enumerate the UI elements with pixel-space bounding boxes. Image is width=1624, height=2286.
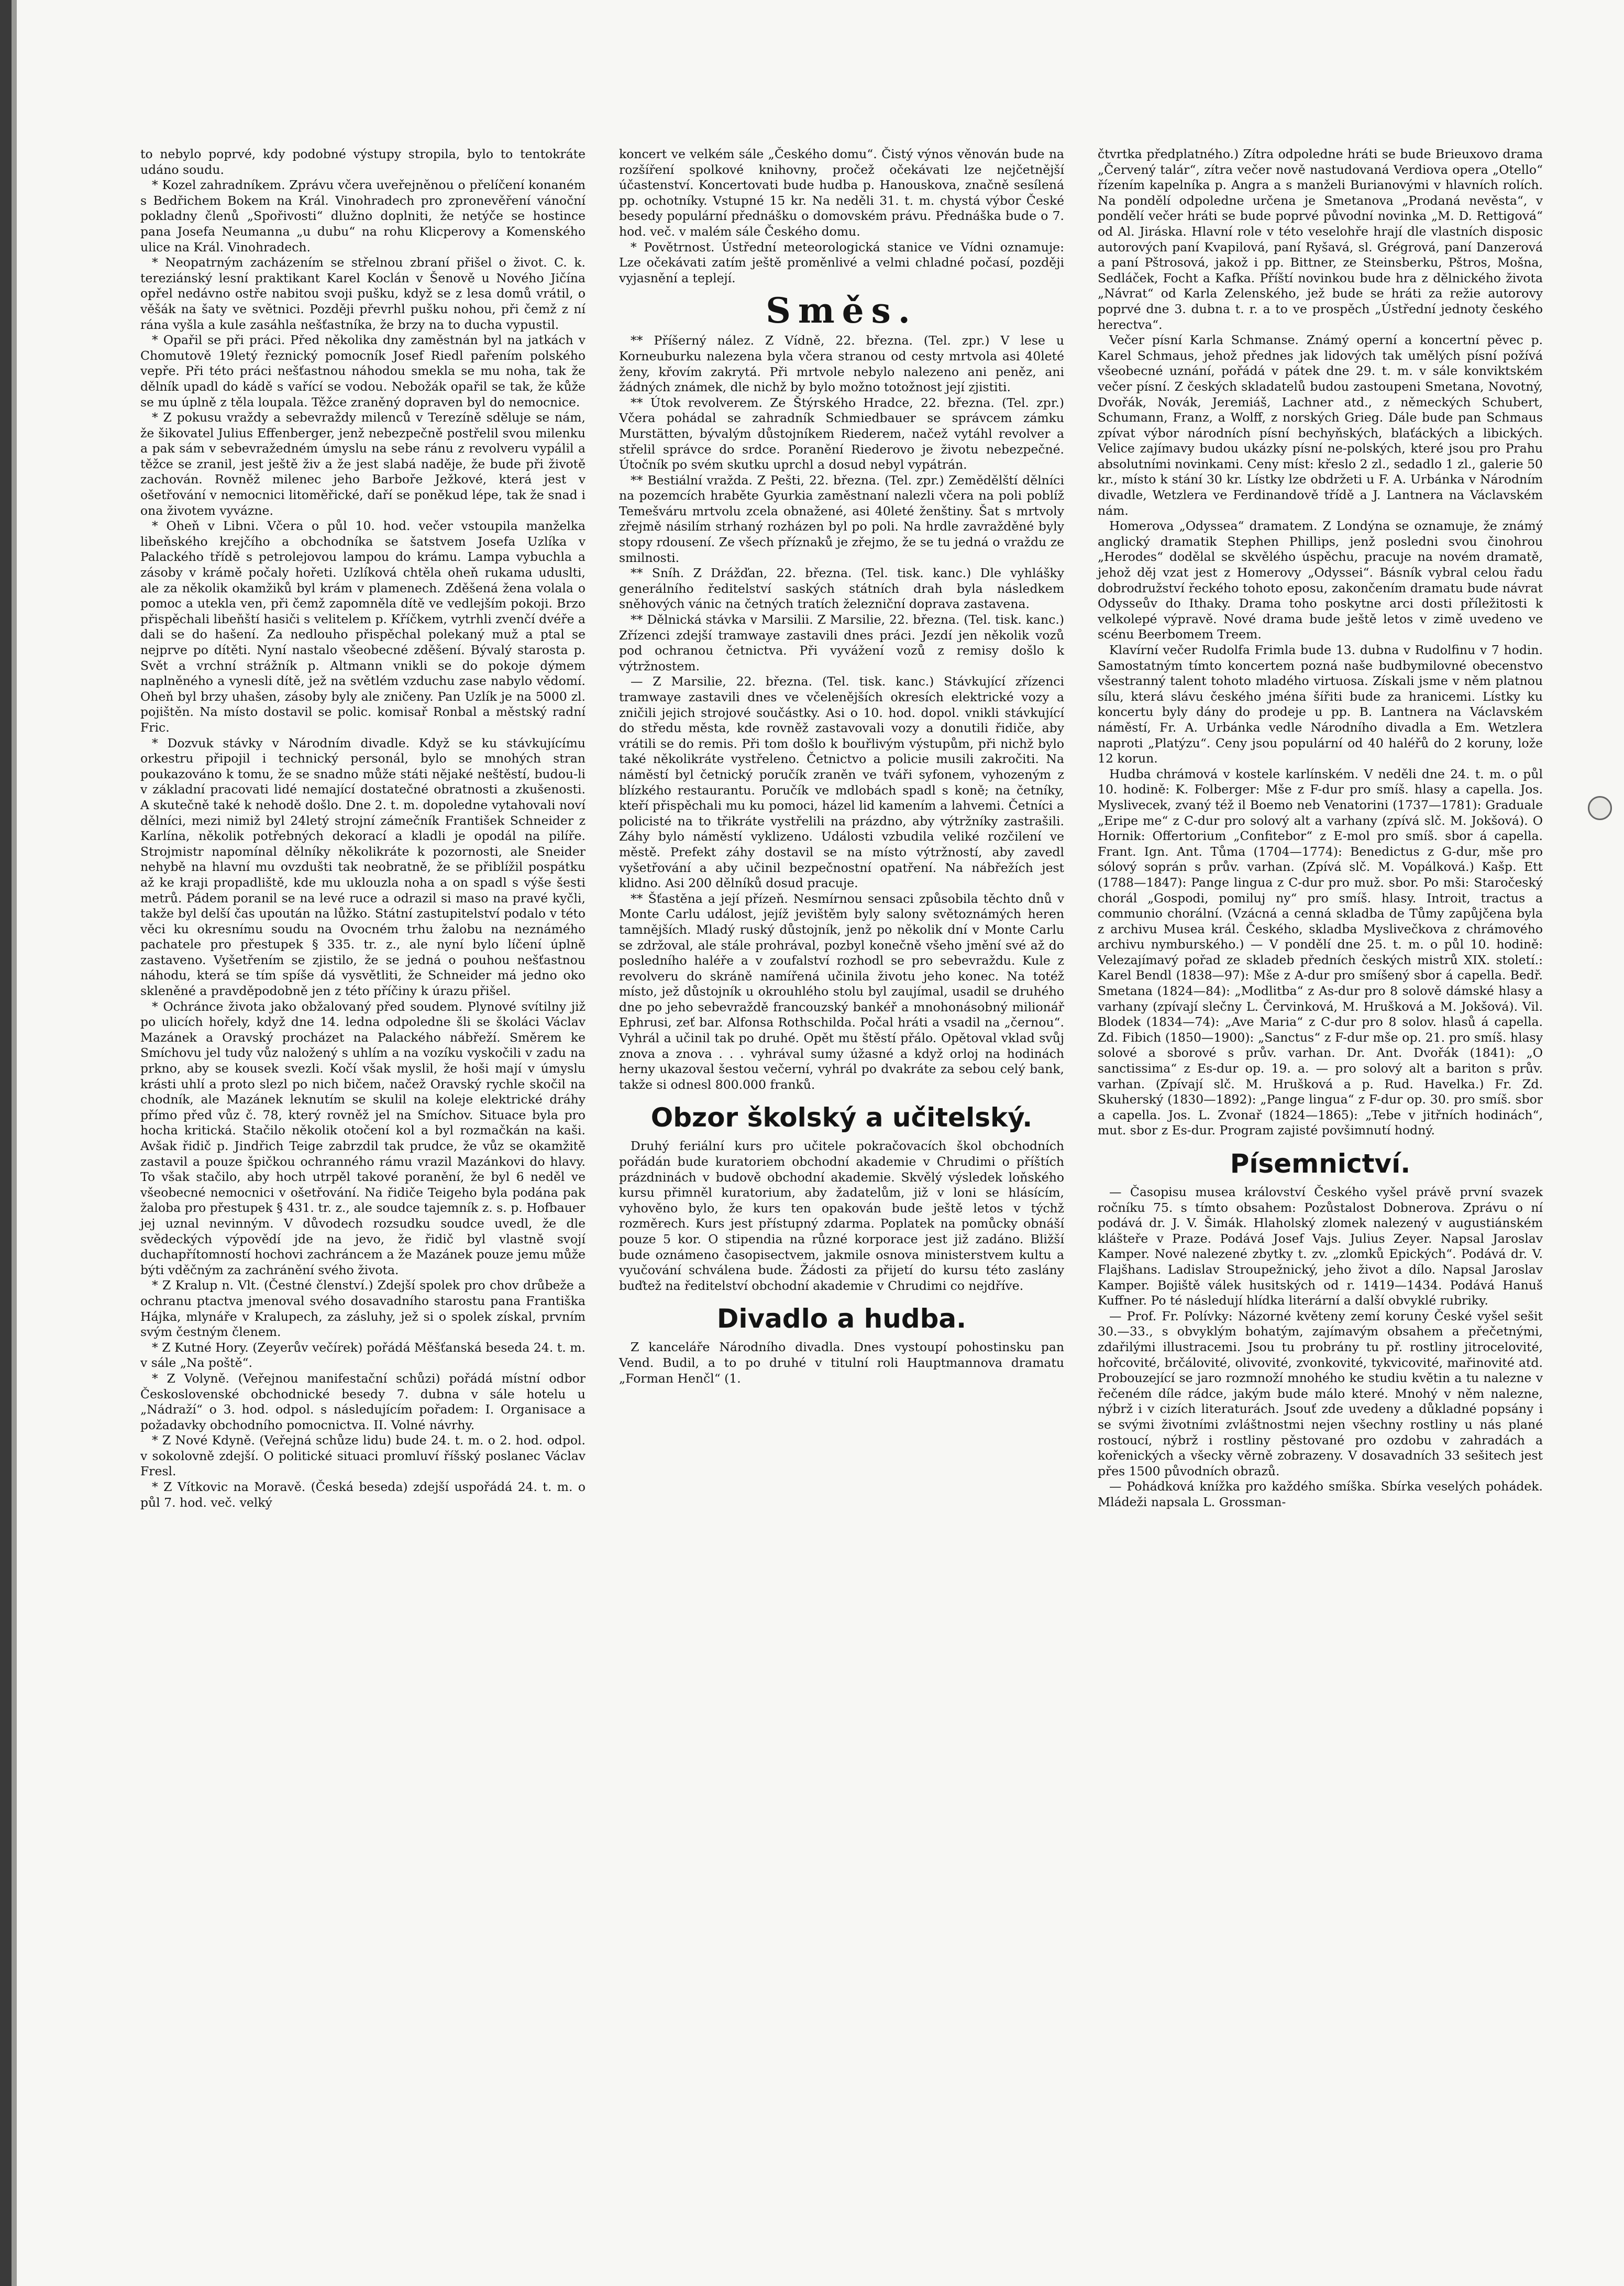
article-text: * Z Kutné Hory. (Zeyerův večírek) pořádá Měšťanská beseda 24. t. m. v sále „Na poště“. [140, 1340, 585, 1371]
article-text: Klavírní večer Rudolfa Frimla bude 13. dubna v Rudolfinu v 7 hodin. Samostatným tímto koncertem pozná naše budbymilovné obecenstvo všestranný talent tohoto mladého virtuosa. Získali jsme v něm platnou sílu, která slávu českého jména šířiti bude za hranicemi. Lístky ku koncertu byly dány do prodeje u pp. B. Lantnera na Václavském náměstí, Fr. A. Urbánka vedle Národního divadla a Em. Wetzlera naproti „Platýzu“. Ceny jsou populární od 40 haléřů do 2 koruny, lože 12 korun. [1098, 643, 1543, 766]
article-text: ** Příšerný nález. Z Vídně, 22. března. (Tel. zpr.) V lese u Korneuburku nalezena byla včera stranou od cesty mrtvola asi 40leté ženy, křovím zakrytá. Při mrtvole nebylo nalezeno ani peněz, ani žádných známek, dle nichž by bylo možno totožnost její zjistiti. [619, 333, 1064, 395]
article-text: — Pohádková knížka pro každého smíška. Sbírka veselých pohádek. Mládeži napsala L. Grossman- [1098, 1479, 1543, 1509]
column-2 [619, 147, 1064, 1386]
article-text: Homerova „Odyssea“ dramatem. Z Londýna se oznamuje, že známý anglický dramatik Stephen Phillips, jenž posledni svou činohrou „Herodes“ dodělal se skvělého úspěchu, pracuje na novém dramatě, jehož děj vzat jest z Homerovy „Odyssei“. Básník vybral celou řadu dobrodružství řeckého tohoto eposu, zakončením dramatu bude návrat Odysseův do Ithaky. Drama toho poskytne arci dosti příležitosti k velkolepé výpravě. Nové drama bude ještě letos v zimě uvedeno ve scénu Beerbomem Treem. [1098, 518, 1543, 642]
binding-edge [0, 0, 12, 2286]
column-3 [1098, 147, 1543, 1510]
article-text: koncert ve velkém sále „Českého domu“. Čistý výnos věnován bude na rozšíření spolkové knihovny, pročež očekávati lze nejčetnější účastenství. Koncertovati bude hudba p. Hanouskova, značně sesílená pp. ochotníky. Vstupné 15 kr. Na neděli 31. t. m. chystá výbor České besedy populární přednášku o domovském právu. Přednáška bude o 7. hod. več. v malém sále Českého domu. [619, 147, 1064, 239]
article-text: * Ochránce života jako obžalovaný před soudem. Plynové svítilny již po ulicích hořely, když dne 14. ledna odpoledne šli se školáci Václav Mazánek a Oravský procházet na Palackého nábřeží. Směrem ke Smíchovu jel tudy vůz naložený s uhlím a na vozíku vyskočili v zadu na prkno, aby se kousek svezli. Kočí však myslil, že hoši mají v úmyslu krásti uhlí a proto slezl po nich bičem, načež Oravský rychle skočil na chodník, ale Mazánek leknutím se skulil na koleje elektrické dráhy přímo před vůz č. 78, který rovněž jel na Smíchov. Situace byla pro hocha kritická. Stačilo několik otočení kol a byl rozmačkán na kaši. Avšak řidič p. Jindřich Teige zabrzdil tak prudce, že vůz se okamžitě zastavil a pouze špičkou ochranného rámu vrazil Mazánkovi do hlavy. To však stačilo, aby hoch utrpěl takové poranění, že byl 6 neděl ve všeobecné nemocnici v ošetřování. Na řidiče Teigeho byla podána pak žaloba pro přestupek § 431. tr. z., ale soudce tajemník z. s. p. Hofbauer jej uznal nevinným. V důvodech rozsudku soudce uvedl, že dle svědeckých výpovědí jde na jevo, že řidič byl vlastně svojí duchapřítomností hochovi zachráncem a že Mazánek pouze jemu může býti vděčným za zachránění svého života. [140, 999, 585, 1277]
article-text: — Prof. Fr. Polívky: Názorné květeny zemí koruny České vyšel sešit 30.—33., s obvyklým bohatým, zajímavým obsahem a přečetnými, zdařilými illustracemi. Jsou tu probrány tu př. rostliny jitrocelovité, hořcovité, brčálovité, olivovité, zvonkovité, tykvicovité, mařinovité atd. Probouzející se jaro rozmnoží mnohého ke studiu květin a tu nalezne v řečeném díle rádce, jakým bude málo které. Mnohý v něm nalezne, nýbrž i v cizích literaturách. Jsouť zde uvedeny a důkladné popsány i se svými životními zvláštnostmi nejen všechny rostliny u nás plané rostoucí, nýbrž i rostliny pěstované pro ozdobu v zahradách a kořenických a všecky věrně zobrazeny. V dosavadních 33 sešitech jest přes 1500 původních obrazů. [1098, 1308, 1543, 1478]
article-text: * Oheň v Libni. Včera o půl 10. hod. večer vstoupila manželka libeňského krejčího a obchodníka se šatstvem Josefa Uzlíka v Palackého třídě s petrolejovou lampou do krámu. Lampa vybuchla a zásoby v krámě počaly hořeti. Uzlíková chtěla oheň rukama uduslti, ale za několik okamžiků byl krám v plamenech. Zděšená žena volala o pomoc a utekla ven, při čemž zapomněla dítě ve vedlejším pokoji. Brzo přispěchali libeňští hasiči s velitelem p. Kříčkem, vytrhli zvenčí dvéře a dali se do hašení. Za nedlouho přispěchal polekaný muž a ptal se nejprve po dítěti. Nyní nastalo všeobecné zděšení. Bývalý starosta p. Svět a vrchní strážník p. Altmann vnikli se do pokoje dýmem naplněného a vynesli dítě, jež na světlém vzduchu zase nabylo vědomí. Oheň byl brzy uhašen, zásoby byly ale zničeny. Pan Uzlík je na 5000 zl. pojištěn. Na místo dostavil se polic. komisař Ronbal a městský radní Fric. [140, 518, 585, 735]
article-text: * Povětrnost. Ústřední meteorologická stanice ve Vídni oznamuje: Lze očekávati zatím ještě proměnlivé a velmi chladné počasí, později vyjasnění a teplejí. [619, 239, 1064, 285]
page-tab-marker [1588, 796, 1612, 820]
article-text: * Neopatrným zacházením se střelnou zbraní přišel o život. C. k. tereziánský lesní praktikant Karel Koclán v Šenově u Nového Jičína opřel nedávno ostře nabitou svoji pušku, když se z lesa domů vrátil, o věšák na šaty ve světnici. Později převrhl pušku nohou, při čemž z ní rána vyšla a kule zasáhla nešťastníka, že brzy na to ducha vypustil. [140, 255, 585, 332]
article-text: — Z Marsilie, 22. března. (Tel. tisk. kanc.) Stávkující zřízenci tramwaye zastavili dnes ve včelenějších okresích elektrické vozy a zničili jejich strojové součástky. Asi o 10. hod. dopol. vnikli stávkující do středu města, kde rovněž zastavovali vozy a donutili řidiče, aby vrátili se do remis. Při tom došlo k bouřlivým výstupům, při nichž bylo také několikráte vystřeleno. Četnictvo a policie musili zakročiti. Na náměstí byl četnický poručík zraněn ve tváři syfonem, vyhozeným z blízkého restaurantu. Poručík ve mdlobách spadl s koně; na četníky, kteří přispěchali mu ku pomoci, házel lid kamením a lahvemi. Četníci a policisté na to třikráte vystřelili na prázdno, aby výtržníky zastrašili. Záhy bylo náměstí vyklizeno. Události vzbudila veliké rozčilení ve městě. Prefekt záhy dostavil se na místo výtržností, aby zavedl vyšetřování a aby učinil bezpečnostní opatření. Na nábřežích jest klidno. Asi 200 dělníků dosud pracuje. [619, 674, 1064, 891]
article-text: * Z Nové Kdyně. (Veřejná schůze lidu) bude 24. t. m. o 2. hod. odpol. v sokolovně zdejší. O politické situaci promluví říšský poslanec Václav Fresl. [140, 1433, 585, 1479]
article-text: ** Šťastěna a její přízeň. Nesmírnou sensaci způsobila těchto dnů v Monte Carlu událost, jejíž jevištěm byly salony světoznámých heren tamnějších. Mladý ruský důstojník, jenž po několik dní v Monte Carlu se zdržoval, ale stále prohrával, pozbyl konečně všeho jmění své až do posledního haléře a v zoufalství rozhodl se pro sebevraždu. Kule z revolveru do skráně namířená učinila životu jeho konec. Na totéž místo, jež důstojník u okrouhlého stolu byl zaujímal, usadil se druhého dne po jeho sebevraždě francouzský bankéř a mnohonásobný milionář Ephrusi, zeť bar. Alfonsa Rothschilda. Počal hráti a vsadil na „černou“. Vyhrál a učinil tak po druhé. Opět mu štěstí přálo. Opětoval vklad svůj znova a znova . . . vyhrával sumy úžasné a když orloj na hodinách herny ukazoval šestou večerní, vyhrál po dvakráte za sebou celý bank, takže si odnesl 800.000 franků. [619, 891, 1064, 1092]
article-text: * Z Vítkovic na Moravě. (Česká beseda) zdejší uspořádá 24. t. m. o půl 7. hod. več. velký [140, 1479, 585, 1510]
article-text: Hudba chrámová v kostele karlínském. V neděli dne 24. t. m. o půl 10. hodině: K. Folberger: Mše z F-dur pro smíš. hlasy a capella. Jos. Myslivecek, zvaný též il Boemo neb Venatorini (1737—1781): Graduale „Eripe me“ z C-dur pro solový alt a varhany (zpívá slč. M. Jokšová). O Hornik: Offertorium „Confitebor“ z E-mol pro smíš. sbor á capella. Frant. Ign. Ant. Tůma (1704—1774): Benedictus z G-dur, mše pro sólový soprán s prův. varhan. (Zpívá slč. M. Vopálková.) Kašp. Ett (1788—1847): Pange lingua z C-dur pro muž. sbor. Po mši: Staročeský chorál „Gospodi, pomiluj ny“ pro smíš. hlasy. Introit, tractus a communio chorální. (Vzácná a cenná skladba de Tůmy zapůjčena byla z archivu Musea král. Českého, skladba Myslivečkova z chrámového archivu nymburského.) — V pondělí dne 25. t. m. o půl 10. hodině: Velezajímavý pořad ze skladeb předních českých mistrů XIX. století.: Karel Bendl (1838—97): Mše z A-dur pro smíšený sbor á capella. Bedř. Smetana (1824—84): „Modlitba“ z As-dur pro 8 solově dámské hlasy a varhany (zpívají slečny L. Červinková, M. Hrušková a M. Jokšová). Vil. Blodek (1834—74): „Ave Maria“ z C-dur pro 8 solov. hlasů á capella. Zd. Fibich (1850—1900): „Sanctus“ z F-dur mše op. 21. pro smíš. hlasy solové a sborové s prův. varhan. Dr. Ant. Dvořák (1841): „O sanctissima“ z Es-dur op. 19. a. — pro solový alt a bariton s prův. varhan. (Zpívají slč. M. Hrušková a p. Rud. Havelka.) Fr. Zd. Skuherský (1830—1892): „Pange lingua“ z F-dur op. 30. pro smíš. sbor a capella. Jos. L. Zvonař (1824—1865): „Tebe v jitřních hodinách“, mut. sbor z Es-dur. Program zajisté povšimnutí hodný. [1098, 766, 1543, 1138]
article-text: Z kanceláře Národního divadla. Dnes vystoupí pohostinsku pan Vend. Budil, a to po druhé v titulní roli Hauptmannova dramatu „Forman Henčl“ (1. [619, 1340, 1064, 1386]
article-text: Druhý feriální kurs pro učitele pokračovacích škol obchodních pořádán bude kuratoriem obchodní akademie v Chrudimi o příštích prázdninách v budově obchodní akademie. Skvělý výsledek loňského kursu přimněl kuratorium, aby žadatelům, již v loni se hlásícím, vyhověno bylo, že kurs ten opakován bude ještě letos v týchž rozměrech. Kurs jest přístupný zdarma. Poplatek na pomůcky obnáší pouze 5 kor. O stipendia na různé korporace jest již zadáno. Bližší bude oznámeno časopisectvem, jakmile osnova ministerstvem kultu a vyučování schválena bude. Žádosti za přijetí do kursu této zaslány buďtež na ředitelství obchodní akademie v Chrudimi co nejdříve. [619, 1139, 1064, 1293]
article-text: ** Útok revolverem. Ze Štýrského Hradce, 22. března. (Tel. zpr.) Včera pohádal se zahradník Schmiedbauer se správcem zámku Murstätten, bývalým důstojníkem Riederem, načež vytáhl revolver a střelil správce do srdce. Poranění Riederovo je životu nebezpečné. Útočník po svém skutku uprchl a dosud nebyl vypátrán. [619, 395, 1064, 472]
article-text: * Z pokusu vraždy a sebevraždy milenců v Terezíně sděluje se nám, že šikovatel Julius Effenberger, jenž nebezpečně postřelil svou milenku a pak sám v sebevražedném úmyslu na sebe ránu z revolveru vypálil a těžce se zranil, jest ještě živ a že jest slabá naděje, že bude při životě zachován. Rovněž milenec jeho Barboře Ježkové, která jest v ošetřování v nemocnici litoměřické, daří se poněkud lépe, tak že snad i ona životem vyvázne. [140, 410, 585, 518]
article-text: ** Bestiální vražda. Z Pešti, 22. března. (Tel. zpr.) Zemědělští dělníci na pozemcích hraběte Gyurkia zaměstnaní nalezli včera na poli poblíž Temešváru mrtvolu zcela obnažené, asi 40leté ženštiny. Šat s mrtvoly zřejmě násilím strhaný rozházen byl po poli. Na hrdle zavražděné byly stopy rdousení. Ze všech příznaků je zřejmo, že se tu jedná o vraždu ze smilnosti. [619, 472, 1064, 565]
article-text: ** Sníh. Z Drážďan, 22. března. (Tel. tisk. kanc.) Dle vyhlášky generálního ředitelství saských státních drah byla následkem sněhových vánic na četných tratích železniční doprava zastavena. [619, 566, 1064, 612]
article-text: * Dozvuk stávky v Národním divadle. Když se ku stávkujícímu orkestru připojil i technický personál, bylo se mnohých stran poukazováno k tomu, že se snadno může státi nějaké neštěstí, budou-li v základní pracovati lidé nemající dostatečné obratnosti a zkušenosti. A skutečně také k nehodě došlo. Dne 2. t. m. dopoledne vytahovali noví dělníci, mezi nimiž byl 24letý strojní zámečník František Schneider z Karlína, několik potřebných dekorací a kladli je opodál na pilíře. Strojmistr napomínal dělníky několikráte k pozornosti, ale Sneider nehybě na hlavní mu ovzdušti tak neobratně, že se přiblížil pospátku až ke kraji propadliště, kde mu uklouzla noha a on spadl s výše šesti metrů. Pádem poranil se na levé ruce a odrazil si maso na pravé kyčli, takže byl delší čas upoután na lůžko. Státní zastupitelství podalo v této věci ku okresnímu soudu na Ovocném trhu žalobu na neznámého pachatele pro přestupek § 335. tr. z., ale nyní bylo líčení úplně zastaveno. Vyšetřením se zjistilo, že se jedná o pouhou nešťastnou náhodu, která se tím spíše dá vysvětliti, že Schneider má jedno oko skleněné a pravděpodobně jen z této příčiny k úrazu přišel. [140, 735, 585, 999]
article-text: to nebylo poprvé, kdy podobné výstupy stropila, bylo to tentokráte udáno soudu. [140, 147, 585, 177]
article-text: * Opařil se při práci. Před několika dny zaměstnán byl na jatkách v Chomutově 19letý řeznický pomocník Josef Riedl pařením polského vepře. Při této práci nešťastnou náhodou smekla se mu noha, tak že dělník upadl do kádě s vařící se vodou. Nebožák opařil se tak, že kůže se mu úplně z těla loupala. Těžce zraněný dopraven byl do nemocnice. [140, 333, 585, 410]
column-1 [140, 147, 585, 1510]
section-heading-school: Obzor školský a učitelský. [650, 1102, 1033, 1133]
article-text: * Z Volyně. (Veřejnou manifestační schůzi) pořádá místní odbor Československé obchodnické besedy 7. dubna v sále hotelu u „Nádraží“ o 3. hod. odpol. s následujícím pořadem: I. Organisace a požadavky obchodního pomocnictva. II. Volné návrhy. [140, 1371, 585, 1432]
section-heading-smes: Směs. [766, 290, 918, 332]
section-heading-literature: Písemnictví. [1230, 1148, 1411, 1179]
article-text: čtvrtka předplatného.) Zítra odpoledne hráti se bude Brieuxovo drama „Červený talár“, zítra večer nově nastudovaná Verdiova opera „Otello“ řízením kapelníka p. Angra a s manželi Burianovými v hlavních rolích. Na pondělí odpoledne určena je Smetanova „Prodaná nevěsta“, v pondělí večer hráti se bude poprvé původní novinka „M. D. Rettigová“ od Al. Jiráska. Hlavní role v této veselohře hrají dle vlastních disposic autorových paní Kvapilová, paní Ryšavá, sl. Grégrová, paní Danzerová a paní Pštrosová, jakož i pp. Bittner, ze Steinsberku, Pštros, Mošna, Sedláček, Focht a Kafka. Příští novinkou bude hra z dělnického života „Návrat“ od Karla Zelenského, jež bude se hráti za režie autorovy poprvé dne 3. dubna t. r. a to ve prospěch „Ústřední jednoty českého herectva“. [1098, 147, 1543, 332]
article-text: ** Dělnická stávka v Marsilii. Z Marsilie, 22. března. (Tel. tisk. kanc.) Zřízenci zdejší tramwaye zastavili dnes práci. Jezdí jen několik vozů pod ochranou četnictva. Při vyvážení vozů z remisy došlo k výtržnostem. [619, 612, 1064, 673]
article-text: — Časopisu musea království Českého vyšel právě první svazek ročníku 75. s tímto obsahem: Pozůstalost Dobnerova. Zprávu o ní podává dr. J. V. Šimák. Hlaholský zlomek nalezený v augustiánském klášteře v Praze. Podává Josef Vajs. Julius Zeyer. Napsal Jaroslav Kamper. Nové nalezené zbytky t. zv. „zlomků Epických“. Podává dr. V. Flajšhans. Ladislav Stroupežnický, jeho život a dílo. Napsal Jaroslav Kamper. Bojiště válek husitských od r. 1419—1434. Podává Hanuš Kuffner. Po té následují hlídka literární a další obvyklé rubriky. [1098, 1185, 1543, 1308]
section-heading-theatre: Divadlo a hudba. [716, 1304, 967, 1334]
article-text: * Kozel zahradníkem. Zprávu včera uveřejněnou o přelíčení konaném s Bedřichem Bokem na Král. Vinohradech pro zpronevěření vánoční pokladny členů „Spořivosti“ dlužno doplniti, že netýče se hostince pana Josefa Neumanna „u dubu“ na rohu Klicperovy a Komenského ulice na Král. Vinohradech. [140, 178, 585, 255]
binding-shadow [12, 0, 17, 2286]
article-text: * Z Kralup n. Vlt. (Čestné členství.) Zdejší spolek pro chov drůbeže a ochranu ptactva jmenoval svého dosavadního starostu pana Františka Hájka, mlynáře v Kralupech, za zásluhy, jež si o spolek získal, prvním svým čestným členem. [140, 1278, 585, 1340]
article-text: Večer písní Karla Schmanse. Známý operní a koncertní pěvec p. Karel Schmaus, jehož přednes jak lidových tak umělých písní požívá všeobecné uznání, pořádá v pátek dne 29. t. m. v sále konviktském večer písní. Z českých skladatelů budou zastoupeni Smetana, Novotný, Dvořák, Novák, Jeremiáš, Lachner atd., z německých Schubert, Schumann, Franz, a Wolff, z norských Grieg. Dále bude pan Schmaus zpívat výbor národních písní bechyňských, blaťáckých a libických. Velice zajímavy budou ukázky písní ne-polských, které jsou pro Prahu absolutními novinkami. Ceny míst: křeslo 2 zl., sedadlo 1 zl., galerie 50 kr., místo k stání 30 kr. Lístky lze obdržeti u F. A. Urbánka v Národním divadle, Wetzlera ve Ferdinandově třídě a J. Lantnera na Václavském nám. [1098, 333, 1543, 518]
